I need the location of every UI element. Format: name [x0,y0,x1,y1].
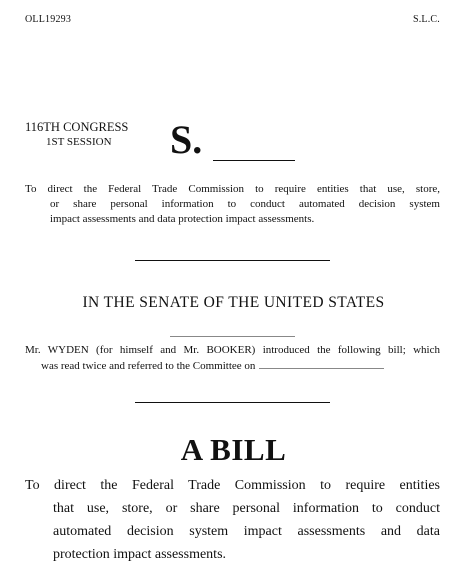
referral-text: was read twice and referred to the Committee on [41,360,256,372]
congress-label [25,120,128,134]
bill-title-line: automated decision system impact assessments and data [53,524,440,539]
chamber-heading: IN THE SENATE OF THE UNITED STATES [82,294,385,311]
date-blank-rule [170,336,295,337]
bill-title-line: protection impact assessments. [53,547,227,562]
bill-title-line: that use, store, or share personal information to conduct [53,501,440,516]
congress-word: CONGRESS [63,120,129,134]
document-type-heading: A BILL [180,432,287,467]
committee-blank [259,358,384,369]
office-code: S.L.C. [412,14,440,25]
document-id: OLL19293 [25,14,72,25]
bill-prefix: S. [170,117,203,162]
session-label [46,135,112,149]
divider-rule [135,260,330,261]
congress-number: 116TH [25,120,60,134]
session-word: SESSION [66,136,112,148]
purpose-summary [25,182,440,227]
purpose-summary-line: or share personal information to conduct automated decision system [50,198,440,210]
sponsor-line: Mr. WYDEN (for himself and Mr. BOOKER) introduced the following bill; which [25,344,440,356]
purpose-summary-line: impact assessments and data protection impact assessments. [50,213,315,225]
bill-title-line: To direct the Federal Trade Commission to require entities [25,478,440,493]
sponsor-line [25,358,440,374]
purpose-summary-line: To direct the Federal Trade Commission to require entities that use, store, [25,183,440,195]
divider-rule [135,402,330,403]
session-number: 1ST [46,136,65,148]
bill-title [25,474,440,566]
bill-number-blank [213,160,295,161]
sponsor-statement [25,343,440,374]
